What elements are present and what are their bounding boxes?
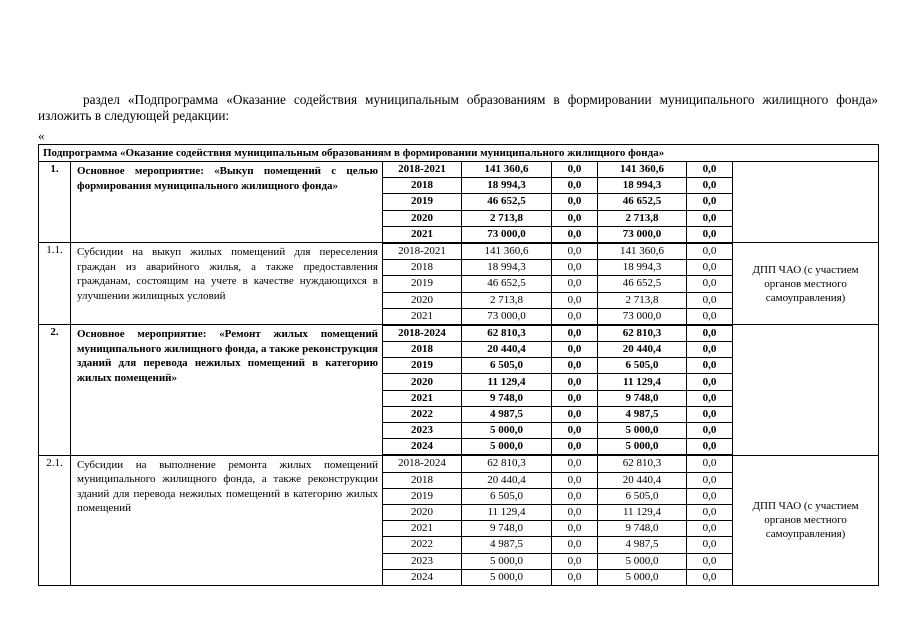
amount-cell: 2 713,8: [598, 292, 687, 308]
period-cell: 2023: [383, 423, 462, 439]
period-cell: 2024: [383, 569, 462, 585]
opening-quote: «: [38, 128, 45, 143]
amount-cell: 0,0: [552, 537, 598, 553]
amount-cell: 2 713,8: [462, 210, 552, 226]
period-cell: 2024: [383, 439, 462, 456]
section-index: 1.: [39, 162, 71, 243]
period-cell: 2018-2024: [383, 455, 462, 472]
amount-cell: 20 440,4: [598, 342, 687, 358]
period-cell: 2018-2024: [383, 325, 462, 342]
period-cell: 2019: [383, 358, 462, 374]
period-cell: 2022: [383, 537, 462, 553]
period-cell: 2018: [383, 472, 462, 488]
amount-cell: 5 000,0: [462, 569, 552, 585]
amount-cell: 5 000,0: [462, 423, 552, 439]
executor-cell: ДПП ЧАО (с участием органов местного самоуправления): [733, 455, 879, 585]
section-name: Субсидии на выполнение ремонта жилых помещений муниципального жилищного фонда, а также реконструкции зданий для перевода нежилых помещений в категорию жилых помещений: [71, 455, 383, 585]
amount-cell: 0,0: [687, 276, 733, 292]
amount-cell: 0,0: [552, 439, 598, 456]
section-name: Основное мероприятие: «Ремонт жилых помещений муниципального жилищного фонда, а также реконструкция зданий для перевода нежилых помещений в категорию жилых помещений»: [71, 325, 383, 456]
amount-cell: 11 129,4: [598, 374, 687, 390]
amount-cell: 9 748,0: [462, 390, 552, 406]
amount-cell: 6 505,0: [598, 488, 687, 504]
amount-cell: 0,0: [552, 358, 598, 374]
amount-cell: 20 440,4: [462, 472, 552, 488]
amount-cell: 0,0: [552, 260, 598, 276]
amount-cell: 0,0: [687, 390, 733, 406]
amount-cell: 0,0: [687, 472, 733, 488]
period-cell: 2021: [383, 390, 462, 406]
period-cell: 2020: [383, 374, 462, 390]
table-row: [39, 162, 879, 178]
amount-cell: 9 748,0: [598, 390, 687, 406]
amount-cell: 4 987,5: [598, 537, 687, 553]
period-cell: 2021: [383, 521, 462, 537]
period-cell: 2019: [383, 488, 462, 504]
amount-cell: 0,0: [687, 569, 733, 585]
amount-cell: 4 987,5: [462, 537, 552, 553]
table-row: [39, 455, 879, 472]
amount-cell: 4 987,5: [462, 406, 552, 422]
period-cell: 2018: [383, 342, 462, 358]
executor-cell: [733, 162, 879, 243]
amount-cell: 46 652,5: [598, 194, 687, 210]
amount-cell: 20 440,4: [598, 472, 687, 488]
amount-cell: 0,0: [687, 162, 733, 178]
amount-cell: 9 748,0: [462, 521, 552, 537]
amount-cell: 0,0: [687, 178, 733, 194]
amount-cell: 0,0: [552, 325, 598, 342]
amount-cell: 5 000,0: [598, 423, 687, 439]
amount-cell: 73 000,0: [462, 226, 552, 243]
section-index: 2.: [39, 325, 71, 456]
section-index: 1.1.: [39, 243, 71, 325]
amount-cell: 0,0: [552, 455, 598, 472]
amount-cell: 0,0: [687, 358, 733, 374]
amount-cell: 0,0: [687, 210, 733, 226]
amount-cell: 5 000,0: [462, 439, 552, 456]
amount-cell: 0,0: [687, 292, 733, 308]
amount-cell: 0,0: [552, 406, 598, 422]
amount-cell: 0,0: [552, 276, 598, 292]
amount-cell: 0,0: [552, 226, 598, 243]
amount-cell: 11 129,4: [462, 504, 552, 520]
period-cell: 2019: [383, 276, 462, 292]
amount-cell: 0,0: [552, 488, 598, 504]
amount-cell: 0,0: [687, 194, 733, 210]
amount-cell: 0,0: [552, 504, 598, 520]
amount-cell: 0,0: [687, 553, 733, 569]
executor-cell: [733, 325, 879, 456]
period-cell: 2020: [383, 292, 462, 308]
amount-cell: 0,0: [552, 162, 598, 178]
amount-cell: 141 360,6: [598, 162, 687, 178]
amount-cell: 0,0: [552, 308, 598, 325]
amount-cell: 0,0: [687, 406, 733, 422]
amount-cell: 5 000,0: [598, 553, 687, 569]
subprogram-table: [38, 144, 879, 586]
amount-cell: 0,0: [687, 325, 733, 342]
amount-cell: 46 652,5: [598, 276, 687, 292]
amount-cell: 0,0: [687, 455, 733, 472]
amount-cell: 0,0: [687, 504, 733, 520]
amount-cell: 0,0: [687, 439, 733, 456]
amount-cell: 62 810,3: [598, 455, 687, 472]
amount-cell: 0,0: [552, 292, 598, 308]
subprogram-title: Подпрограмма «Оказание содействия муниципальным образованиям в формировании муниципального жилищного фонда»: [39, 145, 879, 162]
amount-cell: 0,0: [552, 342, 598, 358]
executor-cell: ДПП ЧАО (с участием органов местного самоуправления): [733, 243, 879, 325]
period-cell: 2018: [383, 178, 462, 194]
amount-cell: 46 652,5: [462, 194, 552, 210]
period-cell: 2021: [383, 226, 462, 243]
amount-cell: 0,0: [552, 243, 598, 260]
amount-cell: 73 000,0: [598, 226, 687, 243]
section-name: Основное мероприятие: «Выкуп помещений с целью формирования муниципального жилищного фонда»: [71, 162, 383, 243]
section-index: 2.1.: [39, 455, 71, 585]
amount-cell: 0,0: [687, 537, 733, 553]
amount-cell: 0,0: [687, 423, 733, 439]
amount-cell: 11 129,4: [462, 374, 552, 390]
period-cell: 2023: [383, 553, 462, 569]
amount-cell: 18 994,3: [598, 260, 687, 276]
amount-cell: 0,0: [552, 569, 598, 585]
amount-cell: 73 000,0: [462, 308, 552, 325]
amount-cell: 0,0: [687, 342, 733, 358]
amount-cell: 62 810,3: [462, 455, 552, 472]
amount-cell: 0,0: [687, 226, 733, 243]
amount-cell: 141 360,6: [462, 162, 552, 178]
amount-cell: 141 360,6: [598, 243, 687, 260]
amount-cell: 18 994,3: [598, 178, 687, 194]
period-cell: 2022: [383, 406, 462, 422]
amount-cell: 6 505,0: [462, 358, 552, 374]
section-name: Субсидии на выкуп жилых помещений для переселения граждан из аварийного жилья, а также предоставления гражданам, состоящим на учете в качестве нуждающихся в улучшении жилищных условий: [71, 243, 383, 325]
period-cell: 2018-2021: [383, 162, 462, 178]
amount-cell: 18 994,3: [462, 178, 552, 194]
amount-cell: 0,0: [687, 521, 733, 537]
intro-paragraph: раздел «Подпрограмма «Оказание содействия муниципальным образованиям в формировании муниципального жилищного фонда» изложить в следующей редакции:: [38, 92, 878, 123]
amount-cell: 0,0: [687, 488, 733, 504]
amount-cell: 0,0: [552, 423, 598, 439]
amount-cell: 0,0: [687, 260, 733, 276]
amount-cell: 5 000,0: [598, 569, 687, 585]
amount-cell: 2 713,8: [598, 210, 687, 226]
amount-cell: 62 810,3: [462, 325, 552, 342]
amount-cell: 141 360,6: [462, 243, 552, 260]
amount-cell: 0,0: [687, 243, 733, 260]
period-cell: 2020: [383, 210, 462, 226]
amount-cell: 20 440,4: [462, 342, 552, 358]
amount-cell: 0,0: [552, 178, 598, 194]
amount-cell: 9 748,0: [598, 521, 687, 537]
amount-cell: 11 129,4: [598, 504, 687, 520]
amount-cell: 0,0: [552, 390, 598, 406]
amount-cell: 73 000,0: [598, 308, 687, 325]
amount-cell: 0,0: [687, 374, 733, 390]
period-cell: 2018: [383, 260, 462, 276]
amount-cell: 0,0: [552, 194, 598, 210]
amount-cell: 0,0: [552, 521, 598, 537]
amount-cell: 18 994,3: [462, 260, 552, 276]
amount-cell: 0,0: [687, 308, 733, 325]
period-cell: 2019: [383, 194, 462, 210]
amount-cell: 5 000,0: [462, 553, 552, 569]
amount-cell: 0,0: [552, 472, 598, 488]
amount-cell: 46 652,5: [462, 276, 552, 292]
table-row: [39, 325, 879, 342]
amount-cell: 5 000,0: [598, 439, 687, 456]
amount-cell: 62 810,3: [598, 325, 687, 342]
table-row: [39, 243, 879, 260]
period-cell: 2021: [383, 308, 462, 325]
amount-cell: 6 505,0: [598, 358, 687, 374]
amount-cell: 0,0: [552, 374, 598, 390]
amount-cell: 0,0: [552, 210, 598, 226]
period-cell: 2018-2021: [383, 243, 462, 260]
amount-cell: 0,0: [552, 553, 598, 569]
period-cell: 2020: [383, 504, 462, 520]
amount-cell: 6 505,0: [462, 488, 552, 504]
amount-cell: 4 987,5: [598, 406, 687, 422]
amount-cell: 2 713,8: [462, 292, 552, 308]
